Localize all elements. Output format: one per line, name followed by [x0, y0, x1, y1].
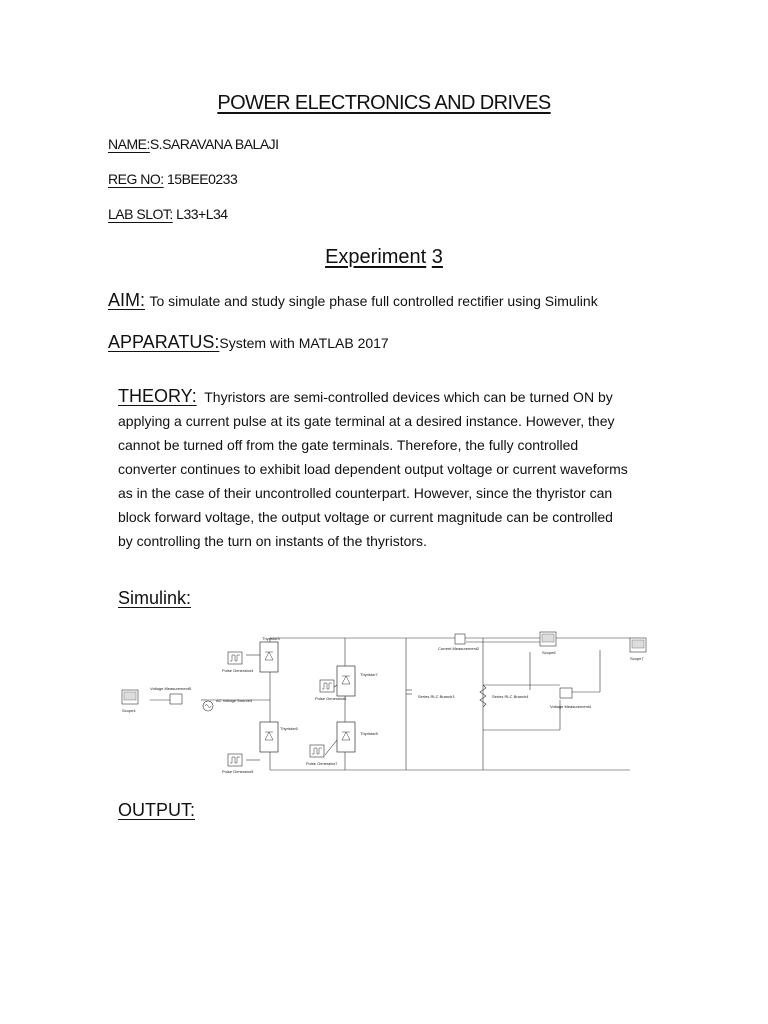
- theory-line: block forward voltage, the output voltage or current magnitude can be controlled: [118, 509, 613, 525]
- theory-line: as in the case of their uncontrolled counterpart. However, since the thyristor can: [118, 485, 613, 501]
- thyristor5-block: [260, 642, 278, 672]
- svg-text:Current Measurement2: Current Measurement2: [438, 646, 480, 651]
- name-label: NAME:: [108, 136, 150, 152]
- aim-text: To simulate and study single phase full controlled rectifier using Simulink: [149, 293, 598, 309]
- thyristor7-block: [337, 666, 355, 696]
- voltage-measurement4-block: [560, 688, 572, 698]
- svg-text:Voltage Measurement4: Voltage Measurement4: [550, 704, 592, 709]
- output-heading: OUTPUT:: [118, 800, 196, 820]
- simulink-heading: Simulink:: [118, 588, 192, 608]
- aim-line: [108, 290, 598, 311]
- theory-line: converter continues to exhibit load dependent output voltage or current waveforms: [118, 461, 628, 477]
- svg-text:Thyristor6: Thyristor6: [280, 726, 298, 731]
- apparatus-text: System with MATLAB 2017: [219, 335, 389, 351]
- name-value: S.SARAVANA BALAJI: [149, 136, 279, 152]
- svg-text:Voltage Measurement5: Voltage Measurement5: [150, 686, 192, 691]
- svg-text:Series RLC Branch4: Series RLC Branch4: [492, 694, 529, 699]
- reg-value: 15BEE0233: [167, 171, 238, 187]
- aim-label: AIM:: [108, 290, 146, 310]
- simulink-diagram: [110, 630, 655, 790]
- svg-text:Series RLC Branch3: Series RLC Branch3: [418, 694, 455, 699]
- thyristor6-block: [260, 722, 278, 752]
- slot-value: L33+L34: [176, 206, 228, 222]
- name-line: [108, 136, 279, 152]
- reg-line: [108, 171, 237, 187]
- svg-text:Thyristor8: Thyristor8: [360, 731, 378, 736]
- apparatus-label: APPARATUS:: [108, 332, 220, 352]
- thyristor8-block: [337, 722, 355, 752]
- svg-text:AC Voltage Source3: AC Voltage Source3: [216, 698, 253, 703]
- svg-text:Thyristor7: Thyristor7: [360, 672, 378, 677]
- theory-section: [118, 384, 678, 553]
- current-measurement2-block: [455, 634, 465, 644]
- svg-text:Pulse Generator4: Pulse Generator4: [222, 668, 254, 673]
- slot-line: [108, 206, 228, 222]
- slot-label: LAB SLOT:: [108, 206, 173, 222]
- voltage-measurement5-block: [170, 694, 182, 704]
- theory-line: Thyristors are semi-controlled devices which can be turned ON by: [204, 389, 613, 405]
- theory-label: THEORY:: [118, 386, 197, 406]
- svg-text:Scope4: Scope4: [122, 708, 136, 713]
- theory-line: applying a current pulse at its gate terminal at a desired instance. However, they: [118, 413, 615, 429]
- svg-text:Pulse Generator7: Pulse Generator7: [306, 761, 338, 766]
- svg-text:Thyristor5: Thyristor5: [262, 636, 280, 641]
- svg-text:Pulse Generator6: Pulse Generator6: [315, 696, 347, 701]
- svg-text:Pulse Generator5: Pulse Generator5: [222, 769, 254, 774]
- experiment-heading: Experiment 3: [325, 246, 443, 268]
- apparatus-line: [108, 332, 389, 353]
- document-title: POWER ELECTRONICS AND DRIVES: [217, 92, 551, 114]
- svg-text:Scope7: Scope7: [630, 656, 644, 661]
- svg-text:Scope6: Scope6: [542, 650, 556, 655]
- reg-label: REG NO:: [108, 171, 164, 187]
- theory-line: by controlling the turn on instants of the thyristors.: [118, 533, 427, 549]
- theory-line: cannot be turned off from the gate terminals. Therefore, the fully controlled: [118, 437, 579, 453]
